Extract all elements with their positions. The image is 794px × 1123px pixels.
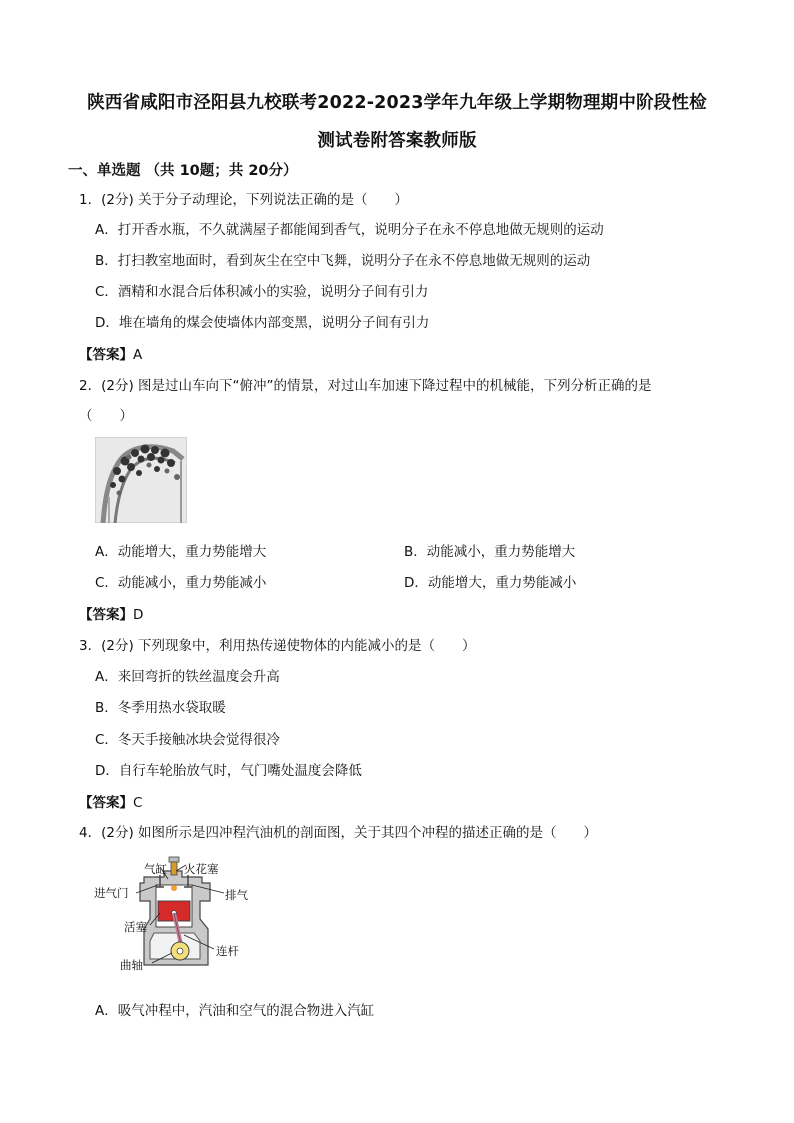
- question-3-option-d: D．自行车轮胎放气时，气门嘴处温度会降低: [95, 763, 362, 779]
- answer-value: C: [133, 795, 143, 811]
- question-3-stem: 3．(2分) 下列现象中，利用热传递使物体的内能减小的是（ ）: [79, 638, 476, 654]
- label-connecting-rod: 连杆: [216, 944, 239, 958]
- question-1-option-a: A．打开香水瓶，不久就满屋子都能闻到香气，说明分子在永不停息地做无规则的运动: [95, 222, 604, 238]
- question-2-answer: [79, 603, 143, 623]
- document-title-line-1: 陕西省咸阳市泾阳县九校联考2022-2023学年九年级上学期物理期中阶段性检: [87, 93, 707, 113]
- answer-tag: 【答案】: [79, 607, 133, 623]
- question-1-stem: 1．(2分) 关于分子动理论，下列说法正确的是（ ）: [79, 192, 409, 208]
- question-1-option-b: B．打扫教室地面时，看到灰尘在空中飞舞，说明分子在永不停息地做无规则的运动: [95, 253, 591, 269]
- answer-value: D: [133, 607, 144, 623]
- question-1-option-d: D．堆在墙角的煤会使墙体内部变黑，说明分子间有引力: [95, 315, 430, 331]
- question-4-stem: 4．(2分) 如图所示是四冲程汽油机的剖面图，关于其四个冲程的描述正确的是（ ）: [79, 825, 598, 841]
- answer-value: A: [133, 347, 143, 363]
- question-4-option-a: A．吸气冲程中，汽油和空气的混合物进入汽缸: [95, 1003, 375, 1019]
- question-2-stem: 2．(2分) 图是过山车向下“俯冲”的情景，对过山车加速下降过程中的机械能，下列分析正确的是: [79, 378, 652, 394]
- question-3-option-b: B．冬季用热水袋取暖: [95, 700, 226, 716]
- document-title-line-2: 测试卷附答案教师版: [317, 131, 477, 151]
- label-crankshaft: 曲轴: [120, 958, 143, 972]
- question-2-option-c: C．动能减小，重力势能减小: [95, 575, 267, 591]
- label-cylinder: 气缸: [144, 862, 167, 876]
- label-piston: 活塞: [124, 920, 147, 934]
- question-2-option-b: B．动能减小，重力势能增大: [404, 544, 576, 560]
- question-2-option-a: A．动能增大，重力势能增大: [95, 544, 267, 560]
- question-3-answer: [79, 791, 142, 811]
- question-3-option-c: C．冬天手接触冰块会觉得很冷: [95, 732, 280, 748]
- question-2-option-d: D．动能增大，重力势能减小: [404, 575, 577, 591]
- label-exhaust: 排气: [225, 888, 248, 902]
- question-1-answer: [79, 343, 142, 363]
- engine-diagram: [92, 855, 262, 975]
- question-1-option-c: C．酒精和水混合后体积减小的实验，说明分子间有引力: [95, 284, 429, 300]
- label-spark-plug: 火花塞: [184, 862, 219, 876]
- label-intake-valve: 进气门: [94, 886, 129, 900]
- answer-tag: 【答案】: [79, 347, 133, 363]
- answer-tag: 【答案】: [79, 795, 133, 811]
- question-3-option-a: A．来回弯折的铁丝温度会升高: [95, 669, 280, 685]
- question-2-stem-continued: （ ）: [79, 408, 133, 424]
- roller-coaster-image: [95, 437, 187, 523]
- section-heading: 一、单选题 （共 10题；共 20分）: [68, 163, 298, 179]
